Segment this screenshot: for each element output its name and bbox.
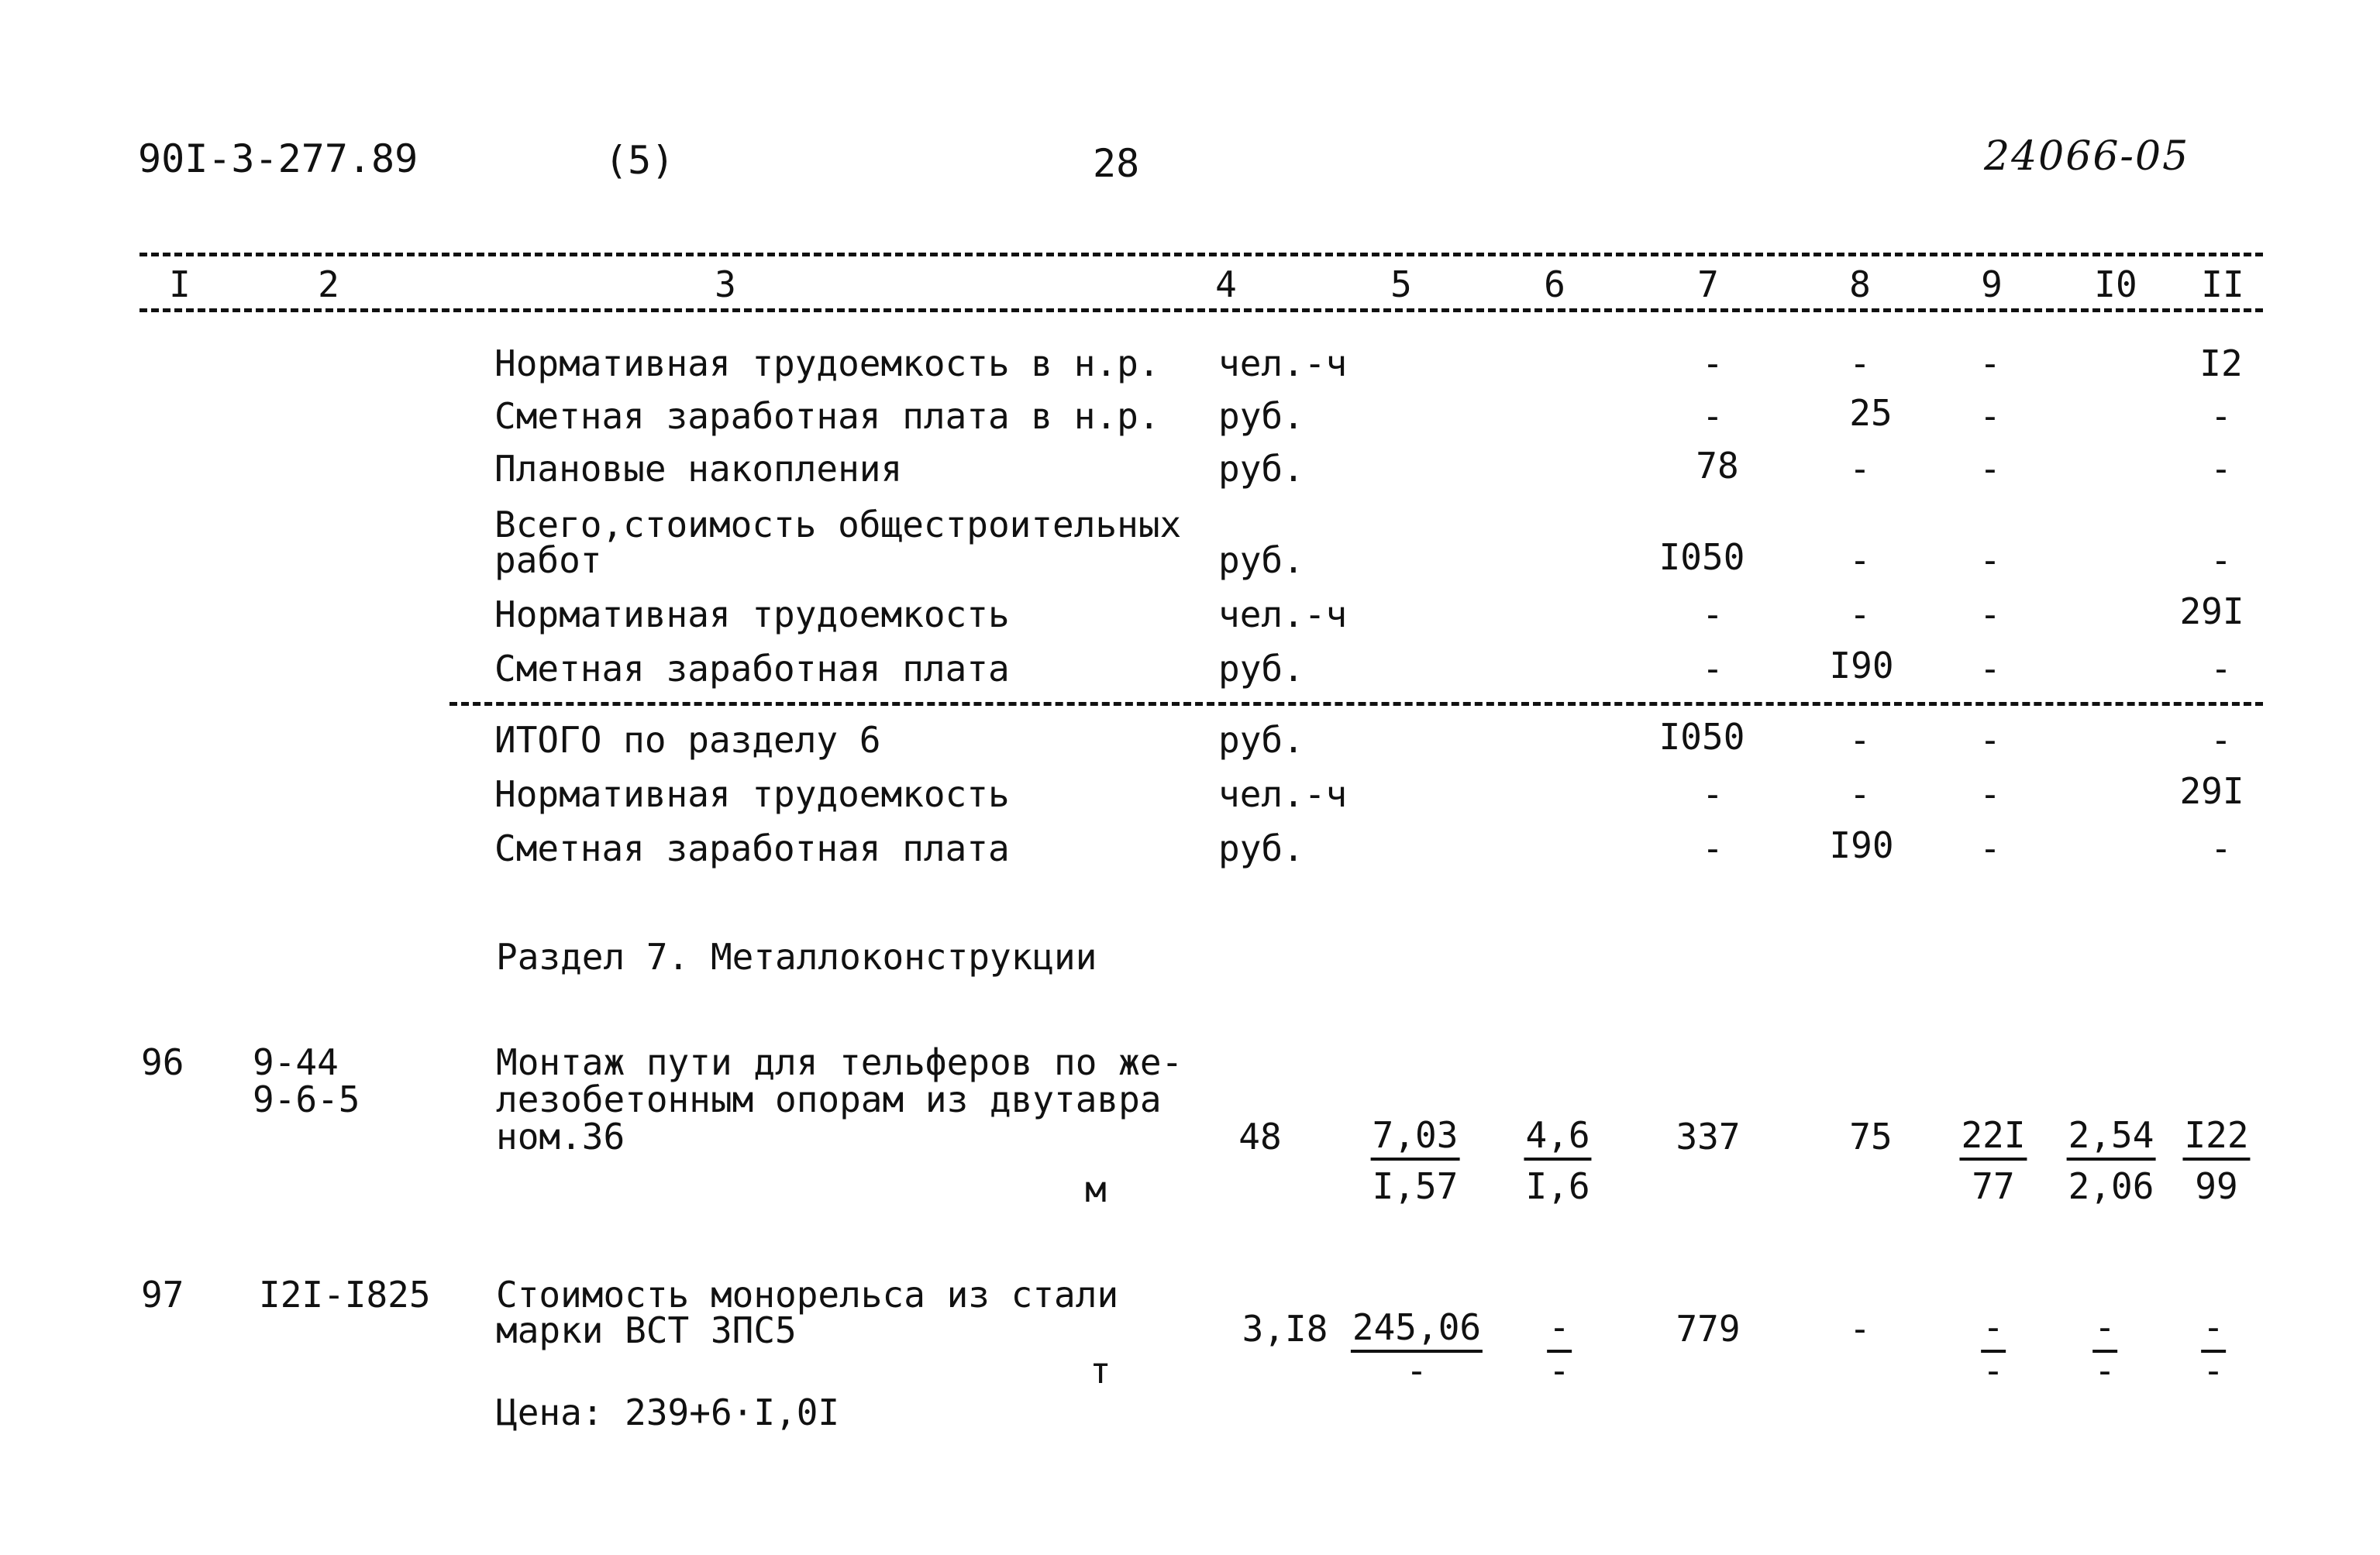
cell-col8: - (1849, 448, 1871, 490)
row-unit: руб. (1218, 539, 1304, 581)
cell-col9: - (1979, 827, 2001, 869)
col-header-2: 2 (318, 263, 339, 305)
cell-col11-top: I22 (2182, 1117, 2250, 1161)
cell-col9: - (1979, 342, 2001, 384)
item-number: 97 (141, 1274, 184, 1316)
cell-col11: - (2210, 539, 2232, 581)
row-label: Нормативная трудоемкость в н.р. (494, 342, 1160, 384)
cell-col7: - (1702, 827, 1724, 869)
cell-col7: - (1702, 395, 1724, 437)
cell-col11: - (2210, 395, 2232, 437)
item-code: I2I-I825 (259, 1274, 431, 1316)
col-header-1: I (169, 263, 191, 305)
cell-col6-fraction (1547, 1306, 1572, 1392)
col-header-4: 4 (1215, 263, 1237, 305)
cell-col8: - (1849, 1308, 1871, 1350)
cell-col7: I050 (1658, 716, 1745, 758)
row-unit: руб. (1218, 395, 1304, 437)
cell-col10-top: 2,54 (2067, 1117, 2156, 1161)
cell-col7: 779 (1676, 1308, 1741, 1350)
cell-col8: - (1849, 342, 1871, 384)
cell-col11-top: - (2201, 1309, 2226, 1353)
handwritten-code: 24066-05 (1984, 133, 2190, 180)
row-label: Сметная заработная плата в н.р. (494, 395, 1160, 437)
row-unit: чел.-ч (1218, 342, 1348, 384)
cell-col5-top: 245,06 (1351, 1309, 1483, 1353)
cell-col11: - (2210, 719, 2232, 761)
row-label: Нормативная трудоемкость (494, 593, 1010, 635)
cell-col9: - (1979, 395, 2001, 437)
cell-col11-bottom: 99 (2195, 1165, 2238, 1207)
cell-col10-bottom: 2,06 (2068, 1165, 2154, 1207)
cell-col8: - (1849, 539, 1871, 581)
cell-col11: I2 (2199, 342, 2243, 384)
col-header-3: 3 (715, 263, 736, 305)
cell-col9-bottom: - (1982, 1350, 2004, 1392)
cell-col10-fraction (2092, 1306, 2117, 1392)
cell-col10-top: - (2092, 1309, 2117, 1353)
col-header-6: 6 (1544, 263, 1565, 305)
row-label: Плановые накопления (494, 448, 903, 490)
cell-col8: 25 (1849, 392, 1893, 434)
item-description-line: Монтаж пути для тельферов по же- (496, 1041, 1183, 1083)
cell-col6-top: 4,6 (1524, 1117, 1591, 1161)
section-title: Раздел 7. Металлоконструкции (496, 936, 1097, 978)
cell-col11-fraction (2201, 1306, 2226, 1392)
page-number: 28 (1093, 141, 1140, 186)
cell-col5-bottom: - (1406, 1350, 1428, 1392)
cell-col10-bottom: - (2094, 1350, 2116, 1392)
cell-col11: - (2210, 648, 2232, 690)
cell-col9: - (1979, 648, 2001, 690)
cell-col9-fraction (1981, 1306, 2006, 1392)
cell-col9: - (1979, 593, 2001, 635)
row-label: Всего,стоимость общестроительных (494, 504, 1182, 545)
cell-col9: - (1979, 539, 2001, 581)
doc-part: (5) (604, 138, 675, 183)
col-header-10: I0 (2094, 263, 2137, 305)
cell-col11: - (2210, 827, 2232, 869)
cell-col7: - (1702, 648, 1724, 690)
item-code: 9-44 (253, 1041, 339, 1083)
item-description-line: лезобетонным опорам из двутавра (496, 1079, 1162, 1120)
item-quantity: 3,I8 (1242, 1308, 1328, 1350)
cell-col9-top: 22I (1959, 1117, 2027, 1161)
cell-col7: - (1702, 593, 1724, 635)
col-header-11: II (2201, 263, 2244, 305)
row-unit: руб. (1218, 827, 1304, 869)
totals-separator-rule (449, 702, 2263, 706)
cell-col8: I90 (1829, 645, 1894, 686)
cell-col9-fraction (1959, 1114, 2027, 1207)
col-header-5: 5 (1390, 263, 1412, 305)
cell-col6-bottom: - (1548, 1350, 1570, 1392)
cell-col6-fraction (1524, 1114, 1591, 1207)
cell-col8: - (1849, 773, 1871, 815)
header-bottom-rule (139, 308, 2263, 312)
item-description-line: марки ВСТ 3ПС5 (496, 1309, 797, 1351)
cell-col11: - (2210, 448, 2232, 490)
cell-col6-top: - (1547, 1309, 1572, 1353)
cell-col7: I050 (1658, 536, 1745, 578)
item-number: 96 (141, 1041, 184, 1083)
item-unit: м (1085, 1168, 1107, 1210)
cell-col5-bottom: I,57 (1372, 1165, 1459, 1207)
col-header-8: 8 (1849, 263, 1871, 305)
cell-col5-top: 7,03 (1371, 1117, 1460, 1161)
row-label-continued: работ (494, 539, 602, 581)
cell-col11-bottom: - (2203, 1350, 2224, 1392)
row-unit: чел.-ч (1218, 593, 1348, 635)
item-description-line: ном.36 (496, 1116, 625, 1158)
cell-col10-fraction (2067, 1114, 2156, 1207)
item-unit: т (1090, 1350, 1111, 1392)
row-label: Нормативная трудоемкость (494, 773, 1010, 815)
row-unit: руб. (1218, 648, 1304, 690)
col-header-7: 7 (1697, 263, 1719, 305)
col-header-9: 9 (1981, 263, 2003, 305)
cell-col9: - (1979, 448, 2001, 490)
cell-col11-fraction (2182, 1114, 2250, 1207)
cell-col7: - (1702, 773, 1724, 815)
cell-col9: - (1979, 719, 2001, 761)
header-top-rule (139, 253, 2263, 256)
cell-col9-top: - (1981, 1309, 2006, 1353)
cell-col8: I90 (1829, 824, 1894, 866)
cell-col8: - (1849, 593, 1871, 635)
doc-code: 90I-3-277.89 (138, 136, 418, 181)
row-label: Сметная заработная плата (494, 648, 1010, 690)
cell-col7: 337 (1676, 1116, 1741, 1158)
row-unit: руб. (1218, 719, 1304, 761)
cell-col9: - (1979, 773, 2001, 815)
price-note: Цена: 239+6·I,0I (496, 1392, 840, 1433)
cell-col7: 78 (1696, 445, 1739, 487)
cell-col11: 29I (2179, 590, 2244, 632)
cell-col7: - (1702, 342, 1724, 384)
row-label: ИТОГО по разделу 6 (494, 719, 881, 761)
cell-col9-bottom: 77 (1972, 1165, 2015, 1207)
row-unit: руб. (1218, 448, 1304, 490)
cell-col6-bottom: I,6 (1525, 1165, 1590, 1207)
cell-col11: 29I (2179, 770, 2244, 812)
cell-col5-fraction (1371, 1114, 1460, 1207)
cell-col5-fraction (1351, 1306, 1483, 1392)
item-description-line: Стоимость монорельса из стали (496, 1274, 1119, 1316)
row-label: Сметная заработная плата (494, 827, 1010, 869)
item-code-secondary: 9-6-5 (253, 1079, 360, 1120)
cell-col8: - (1849, 719, 1871, 761)
cell-col8: 75 (1849, 1116, 1893, 1158)
item-quantity: 48 (1238, 1116, 1282, 1158)
row-unit: чел.-ч (1218, 773, 1348, 815)
